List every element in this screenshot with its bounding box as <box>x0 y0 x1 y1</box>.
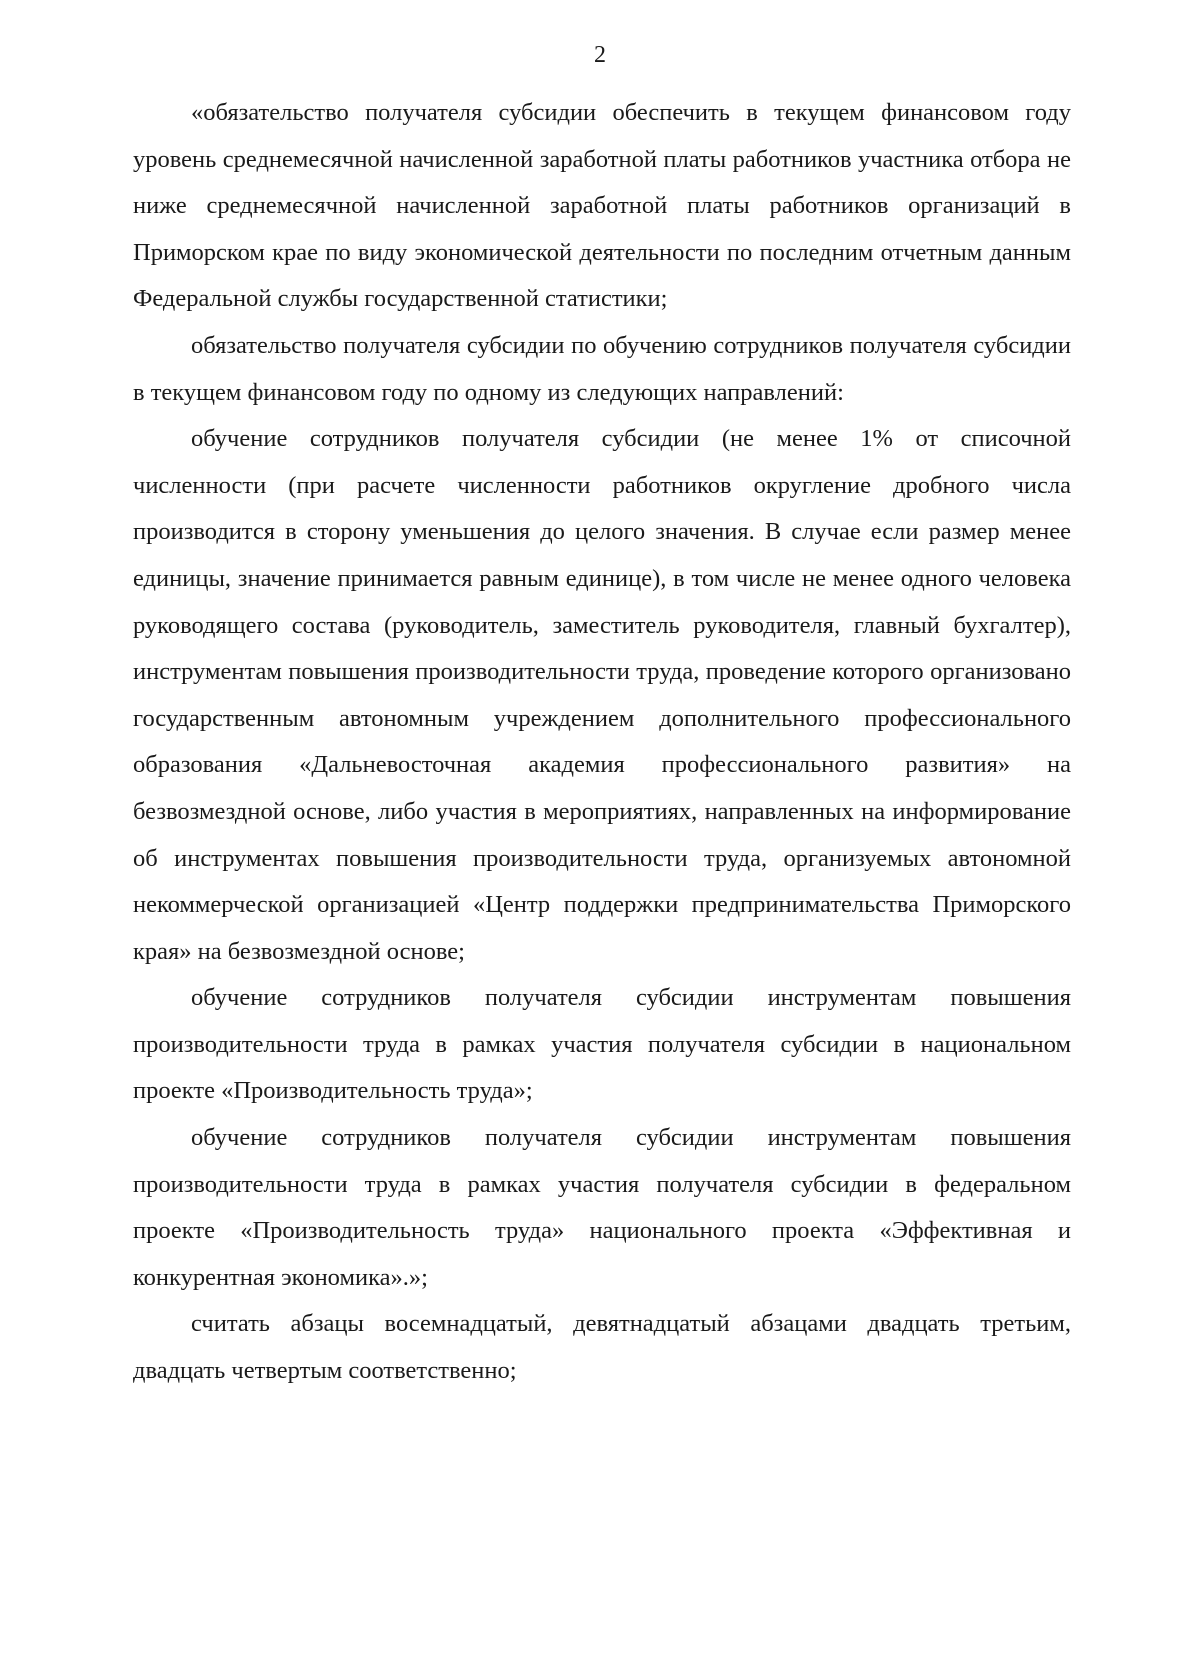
paragraph-training-option-2: обучение сотрудников получателя субсидии инструментам повышения производительности труда в рамках участия получателя субсидии в национальном проекте «Производительность труда»; <box>133 984 1071 1105</box>
document-body <box>133 90 1071 1395</box>
paragraph-training-option-1: обучение сотрудников получателя субсидии (не менее 1% от списочной численности (при расчете численности работников округление дробного числа производится в сторону уменьшения до целого значения. В случае если размер менее единицы, значение принимается равным единице), в том числе не менее одного человека руководящего состава (руководитель, заместитель руководителя, главный бухгалтер), инструментам повышения производительности труда, проведение которого организовано государственным автономным учреждением дополнительного профессионального образования «Дальневосточная академия профессионального развития» на безвозмездной основе, либо участия в мероприятиях, направленных на информирование об инструментах повышения производительности труда, организуемых автономной некоммерческой организацией «Центр поддержки предпринимательства Приморского края» на безвозмездной основе; <box>133 425 1071 965</box>
paragraph-salary-obligation: «обязательство получателя субсидии обеспечить в текущем финансовом году уровень среднемесячной начисленной заработной платы работников участника отбора не ниже среднемесячной начисленной заработной платы работников организаций в Приморском крае по виду экономической деятельности по последним отчетным данным Федеральной службы государственной статистики; <box>133 99 1071 313</box>
page-number: 2 <box>594 42 606 68</box>
paragraph-training-obligation: обязательство получателя субсидии по обучению сотрудников получателя субсидии в текущем финансовом году по одному из следующих направлений: <box>133 331 1071 406</box>
paragraph-renumbering: считать абзацы восемнадцатый, девятнадцатый абзацами двадцать третьим, двадцать четвертым соответственно; <box>133 1310 1071 1385</box>
paragraph-training-option-3: обучение сотрудников получателя субсидии инструментам повышения производительности труда в рамках участия получателя субсидии в федеральном проекте «Производительность труда» национального проекта «Эффективная и конкурентная экономика».»; <box>133 1124 1071 1291</box>
